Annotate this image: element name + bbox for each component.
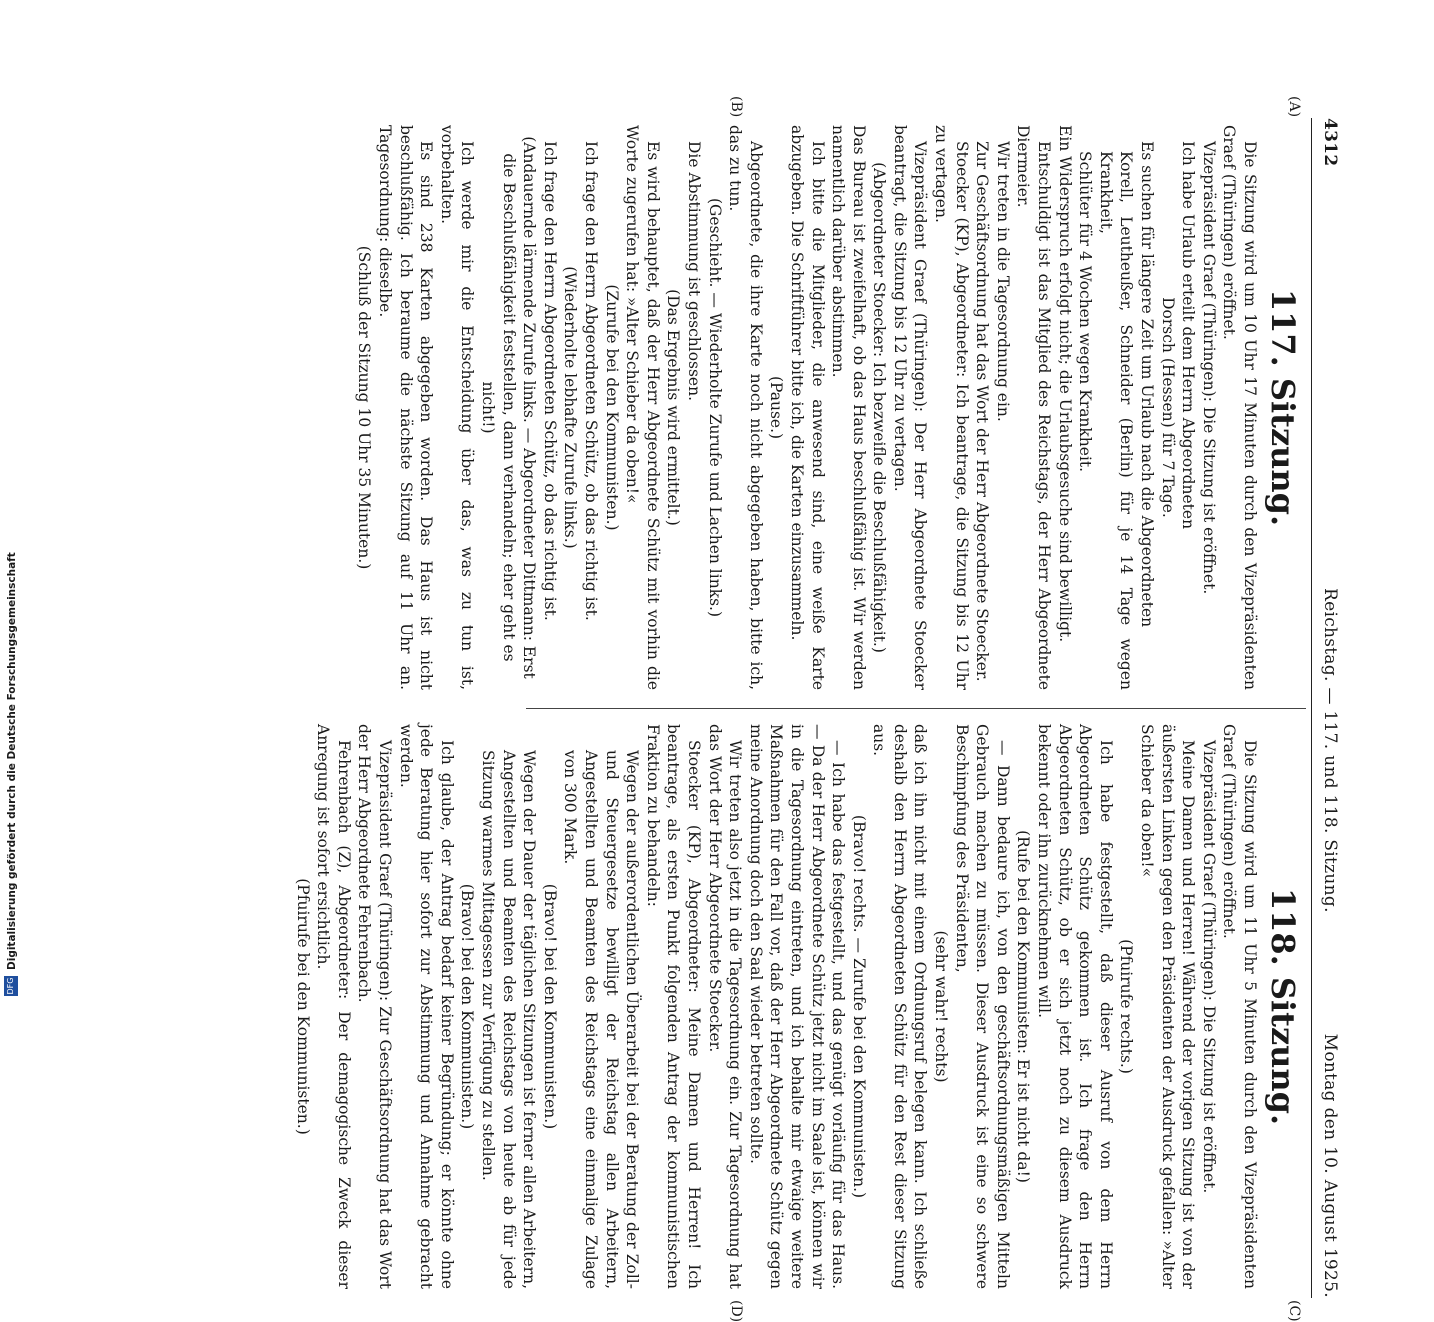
paragraph: (Schluß der Sitzung 10 Uhr 35 Minuten.) <box>355 245 374 570</box>
paragraph: (sehr wahr! rechts) <box>932 930 951 1083</box>
paragraph: Die Sitzung wird um 10 Uhr 17 Minuten durch den Vizepräsidenten Graef (Thüringen) eröffnet. <box>1220 125 1259 690</box>
header-title: Reichstag. — 117. und 118. Sitzung. <box>1320 588 1340 913</box>
paragraph: Ich bitte die Mitglieder, die anwesend sind, eine weiße Karte abzugeben. Die Schriftführer bitte ich, die Karten einzusammeln. <box>787 125 827 690</box>
paragraph: Es wird behauptet, daß der Herr Abgeordnete Schütz mit vorhin die Worte zugerufen hat: »Alter Schieber da oben!« <box>623 125 662 690</box>
session-title-118: 118. Sitzung. <box>1264 887 1302 1126</box>
paragraph: Vizepräsident Graef (Thüringen): Zur Geschäftsordnung hat das Wort der Herr Abgeordnete Fehrenbach. <box>355 724 395 1289</box>
left-column <box>354 125 1302 690</box>
paragraph: (Pause.) <box>767 375 786 440</box>
paragraph: Fehrenbach (Z), Abgeordneter: Der demagogische Zweck dieser Anregung ist sofort ersichtlich. <box>314 724 353 1289</box>
paragraph: Wir treten also jetzt in die Tagesordnung ein. Zur Tagesordnung hat das Wort der Herr Abgeordnete Stoecker. <box>705 724 745 1289</box>
paragraph: Zur Geschäftsordnung hat das Wort der Herr Abgeordnete Stoecker. <box>973 141 992 682</box>
paragraph: Ich werde mir die Entscheidung über das, was zu tun ist, vorbehalten. <box>437 125 477 690</box>
dfg-logo: DFG <box>4 976 18 996</box>
paragraph: — Dann bedaure ich, von den geschäftsordnungsmäßigen Mitteln Gebrauch machen zu müssen. Dieser Ausdruck ist eine so schwere Beschimpfung des Präsidenten, <box>952 724 1012 1289</box>
paragraph: Ich habe festgestellt, daß dieser Ausruf von dem Herrn Abgeordneten Schütz gekommen ist. Ich frage den Herrn Abgeordneten Schütz, ob er sich jetzt noch zu diesem Ausdruck bekennt oder ihn zurücknehmen will. <box>1035 724 1115 1289</box>
paragraph: Vizepräsident Graef (Thüringen): Der Herr Abgeordnete Stoecker beantragt, die Sitzung bis 12 Uhr zu vertagen. <box>890 125 930 690</box>
paragraph: Ein Widerspruch erfolgt nicht; die Urlaubsgesuche sind bewilligt. <box>1055 125 1074 643</box>
paragraph: Vizepräsident Graef (Thüringen): Die Sitzung ist eröffnet. <box>1199 141 1218 595</box>
paragraph: Wir treten in die Tagesordnung ein. <box>993 141 1012 422</box>
paragraph: (Das Ergebnis wird ermittelt.) <box>664 289 683 526</box>
margin-marker-d: (D) <box>728 1300 744 1322</box>
paragraph: (Zurufe bei den Kommunisten.) <box>602 284 621 531</box>
paragraph: Wegen der außerordentlichen Überarbeit bei der Beratung der Zoll- und Steuergesetze bewilligt der Reichstag allen Arbeitern, Angestellten und Beamten des Reichstags eine einmalige Zulage von 300 Mark. <box>561 750 642 1289</box>
digitization-footer <box>4 552 1004 996</box>
paragraph: (Abgeordneter Stoecker: Ich bezweifle die Beschlußfähigkeit.) <box>870 162 889 653</box>
paragraph: Ich frage den Herrn Abgeordneten Schütz, ob das richtig ist. <box>540 141 559 621</box>
header-rule <box>1311 118 1312 1298</box>
paragraph: daß ich ihn nicht mit einem Ordnungsruf belegen kann. Ich schließe deshalb den Herrn Abgeordneten Schütz für den Rest dieser Sitzung aus. <box>870 724 930 1289</box>
paragraph: (Andauernde lärmende Zurufe links. — Abgeordneter Dittmann: Erst die Beschlußfähigkeit feststellen, dann verhandeln; eher geht es nicht!) <box>479 136 539 679</box>
paragraph: Es sind 238 Karten abgegeben worden. Das Haus ist nicht beschlußfähig. Ich beraume die nächste Sitzung auf 11 Uhr an. Tagesordnung: dieselbe. <box>376 125 436 690</box>
paragraph: (Wiederholte lebhafte Zurufe links.) <box>561 266 580 549</box>
paragraph: Korell, Leutheußer, Schneider (Berlin) für je 14 Tage wegen Krankheit, <box>1096 151 1136 690</box>
paragraph: Ich frage den Herrn Abgeordneten Schütz, ob das richtig ist. <box>582 141 600 621</box>
session-title-117: 117. Sitzung. <box>1264 288 1302 527</box>
paragraph: Wegen der Dauer der täglichen Sitzungen ist ferner allen Arbeitern, Angestellten und Beamten des Reichstags von heute ab für jede Sitzung warmes Mittagessen zur Verfügung zu stellen. <box>479 750 539 1289</box>
paragraph: Abgeordnete, die ihre Karte noch nicht abgegeben haben, bitte ich, das zu tun. <box>726 125 765 690</box>
paragraph: Meine Damen und Herren! Während der vorigen Sitzung ist von der äußersten Linken gegen den Präsidenten der Ausdruck gefallen: »Alter Schieber da oben!« <box>1138 724 1198 1289</box>
paragraph: (Pfuirufe rechts.) <box>1117 939 1136 1074</box>
margin-marker-b: (B) <box>728 96 744 118</box>
margin-marker-c: (C) <box>1286 1300 1302 1322</box>
paragraph: Schlüter für 4 Wochen wegen Krankheit. <box>1076 151 1095 473</box>
running-header <box>1312 118 1342 1298</box>
paragraph: (Bravo! bei den Kommunisten.) <box>458 883 477 1130</box>
paragraph: Entschuldigt ist das Mitglied des Reichstags, der Herr Abgeordnete Diermeier. <box>1014 125 1054 690</box>
paragraph: Das Bureau ist zweifelhaft, ob das Haus beschlußfähig ist. Wir werden namentlich darüber abstimmen. <box>829 125 868 690</box>
paragraph: (Pfuirufe bei den Kommunisten.) <box>293 878 312 1135</box>
paragraph: Stoecker (KP), Abgeordneter: Meine Damen und Herren! Ich beantrage, als ersten Punkt folgenden Antrag der kommunistischen Fraktion zu behandeln: <box>643 724 703 1289</box>
page-number: 4312 <box>1320 118 1340 167</box>
header-date: Montag den 10. August 1925. <box>1320 1033 1340 1298</box>
paragraph: Die Abstimmung ist geschlossen. <box>684 141 703 402</box>
right-column <box>292 724 1302 1289</box>
paragraph: Es suchen für längere Zeit um Urlaub nach die Abgeordneten <box>1138 141 1157 628</box>
paragraph: Ich habe Urlaub erteilt dem Herrn Abgeordneten <box>1179 141 1198 530</box>
paragraph: Dorsch (Hessen) für 7 Tage. <box>1158 297 1177 518</box>
column-divider <box>526 708 1306 709</box>
margin-marker-a: (A) <box>1286 96 1302 118</box>
paragraph: Ich glaube, der Antrag bedarf keiner Begründung; er könnte ohne jede Beratung hier sofort zur Abstimmung und Annahme gebracht werden. <box>396 724 456 1289</box>
paragraph: Die Sitzung wird um 11 Uhr 5 Minuten durch den Vizepräsidenten Graef (Thüringen) eröffnet. <box>1220 724 1259 1289</box>
paragraph: Vizepräsident Graef (Thüringen): Die Sitzung ist eröffnet. <box>1199 740 1218 1194</box>
paragraph: Stoecker (KP), Abgeordneter: Ich beantrage, die Sitzung bis 12 Uhr zu vertagen. <box>932 125 971 690</box>
paragraph: (Rufe bei den Kommunisten: Er ist nicht da!) <box>1014 830 1033 1183</box>
footer-credit: Digitalisierung gefördert durch die Deutsche Forschungsgemeinschaft <box>6 552 18 970</box>
paragraph: (Bravo! bei den Kommunisten.) <box>540 883 559 1130</box>
paragraph: — Ich habe das festgestellt, und das genügt vorläufig für das Haus. — Da der Herr Abgeordnete Schütz jetzt nicht im Saale ist, können wir in die Tagesordnung eintreten, und ich behalte mir etwaige weitere Maßnahmen für den Fall vor, daß der Herr Abgeordnete Schütz gegen meine Anordnung doch den Saal wieder betreten sollte. <box>746 724 848 1289</box>
paragraph: (Geschieht. — Wiederholte Zurufe und Lachen links.) <box>705 197 724 618</box>
paragraph: (Bravo! rechts. — Zurufe bei den Kommunisten.) <box>849 814 868 1199</box>
